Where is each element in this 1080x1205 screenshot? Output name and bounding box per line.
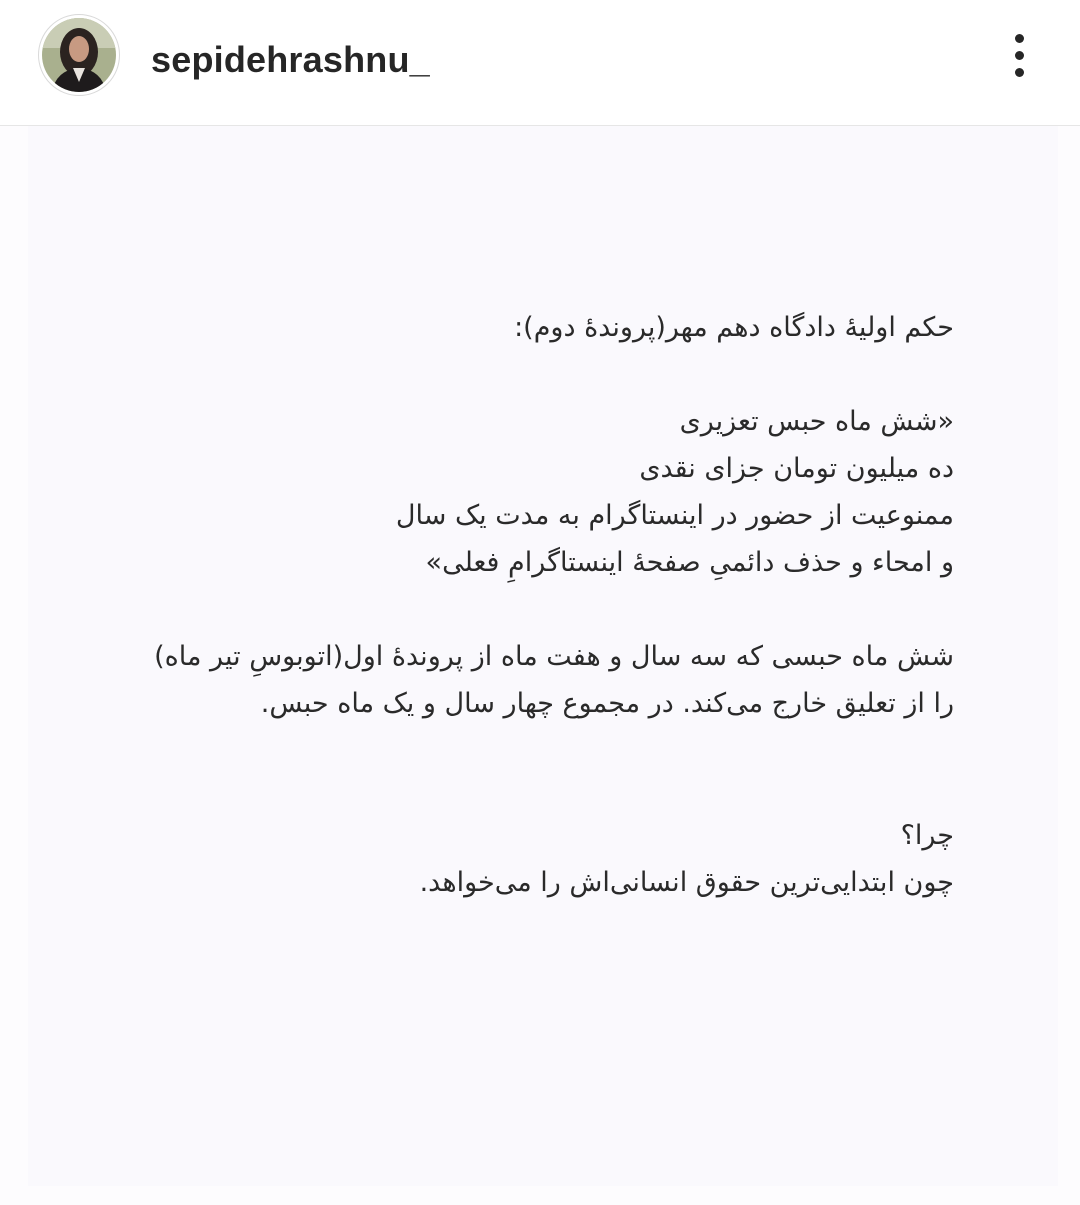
explanation-line: را از تعلیق خارج می‌کند. در مجموع چهار سال و یک ماه حبس.: [260, 688, 954, 719]
text-card: [28, 126, 1058, 1186]
post-header: [0, 0, 1080, 126]
more-options-icon[interactable]: [998, 28, 1040, 82]
dot: [1015, 68, 1024, 77]
verdict-line: ممنوعیت از حضور در اینستاگرام به مدت یک سال: [395, 500, 954, 531]
profile-photo-icon: [42, 18, 116, 92]
verdict-line: «شش ماه حبس تعزیری: [679, 406, 954, 437]
username[interactable]: sepidehrashnu_: [151, 39, 430, 80]
verdict-heading: حکم اولیهٔ دادگاه دهم مهر(پروندهٔ دوم):: [514, 312, 954, 343]
post-image: [0, 126, 1080, 1205]
post-text: [54, 304, 954, 906]
answer-line: چون ابتدایی‌ترین حقوق انسانی‌اش را می‌خواهد.: [419, 867, 954, 898]
dot: [1015, 51, 1024, 60]
explanation-line: شش ماه حبسی که سه سال و هفت ماه از پروندهٔ اول(اتوبوسِ تیر ماه): [154, 641, 954, 672]
verdict-line: ده میلیون تومان جزای نقدی: [639, 453, 954, 484]
question-line: چرا؟: [900, 820, 954, 851]
verdict-line: و امحاء و حذف دائمیِ صفحهٔ اینستاگرامِ فعلی»: [425, 547, 954, 578]
avatar[interactable]: [38, 14, 120, 96]
dot: [1015, 34, 1024, 43]
